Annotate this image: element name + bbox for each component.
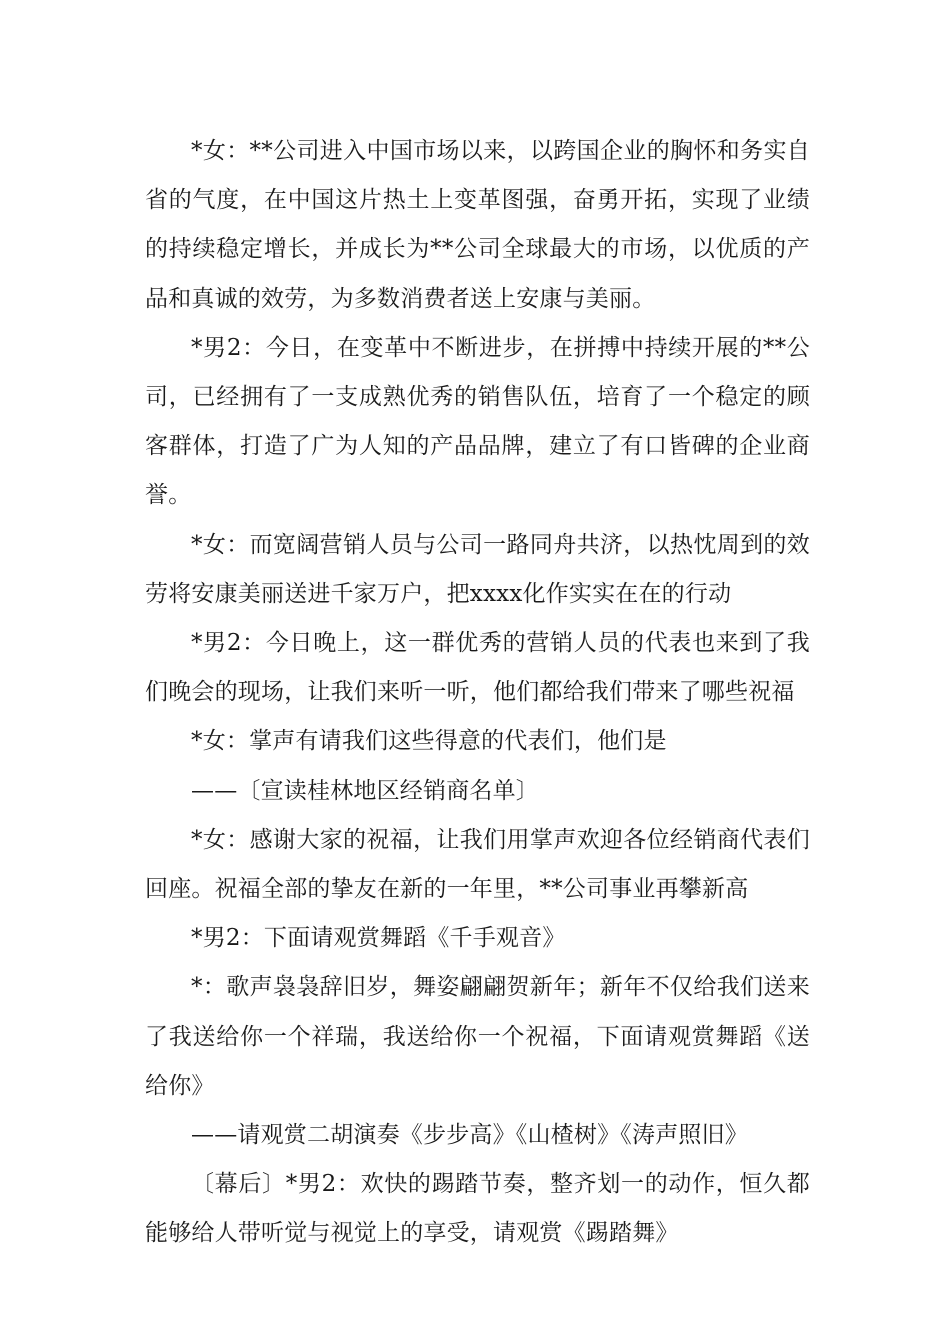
paragraph-3: *女：而宽阔营销人员与公司一路同舟共济，以热忱周到的效劳将安康美丽送进千家万户，把xxxx化作实实在在的行动: [145, 531, 810, 607]
paragraph-2: *男2：今日，在变革中不断进步，在拼搏中持续开展的**公司，已经拥有了一支成熟优秀的销售队伍，培育了一个稳定的顾客群体，打造了广为人知的产品品牌，建立了有口皆碑的企业商誉。: [145, 334, 810, 509]
document-body: [145, 127, 810, 1259]
paragraph-6: ——〔宣读桂林地区经销商名单〕: [191, 777, 539, 804]
paragraph-7: *女：感谢大家的祝福，让我们用掌声欢迎各位经销商代表们回座。祝福全部的挚友在新的一年里，**公司事业再攀新高: [145, 826, 810, 903]
paragraph-10: ——请观赏二胡演奏《步步高》《山楂树》《涛声照旧》: [191, 1122, 748, 1149]
paragraph-11: 〔幕后〕*男2：欢快的踢踏节奏，整齐划一的动作，恒久都能够给人带听觉与视觉上的享受，请观赏《踢踏舞》: [145, 1171, 810, 1247]
paragraph-1: *女：**公司进入中国市场以来，以跨国企业的胸怀和务实自省的气度，在中国这片热土上变革图强，奋勇开拓，实现了业绩的持续稳定增长，并成长为**公司全球最大的市场，以优质的产品和真诚的效劳，为多数消费者送上安康与美丽。: [145, 138, 810, 312]
paragraph-9: *：歌声袅袅辞旧岁，舞姿翩翩贺新年；新年不仅给我们送来了我送给你一个祥瑞，我送给你一个祝福，下面请观赏舞蹈《送给你》: [145, 974, 810, 1099]
paragraph-4: *男2：今日晚上，这一群优秀的营销人员的代表也来到了我们晚会的现场，让我们来听一听，他们都给我们带来了哪些祝福: [145, 630, 810, 706]
paragraph-8: *男2：下面请观赏舞蹈《千手观音》: [191, 925, 566, 952]
paragraph-5: *女：掌声有请我们这些得意的代表们，他们是: [191, 728, 667, 755]
